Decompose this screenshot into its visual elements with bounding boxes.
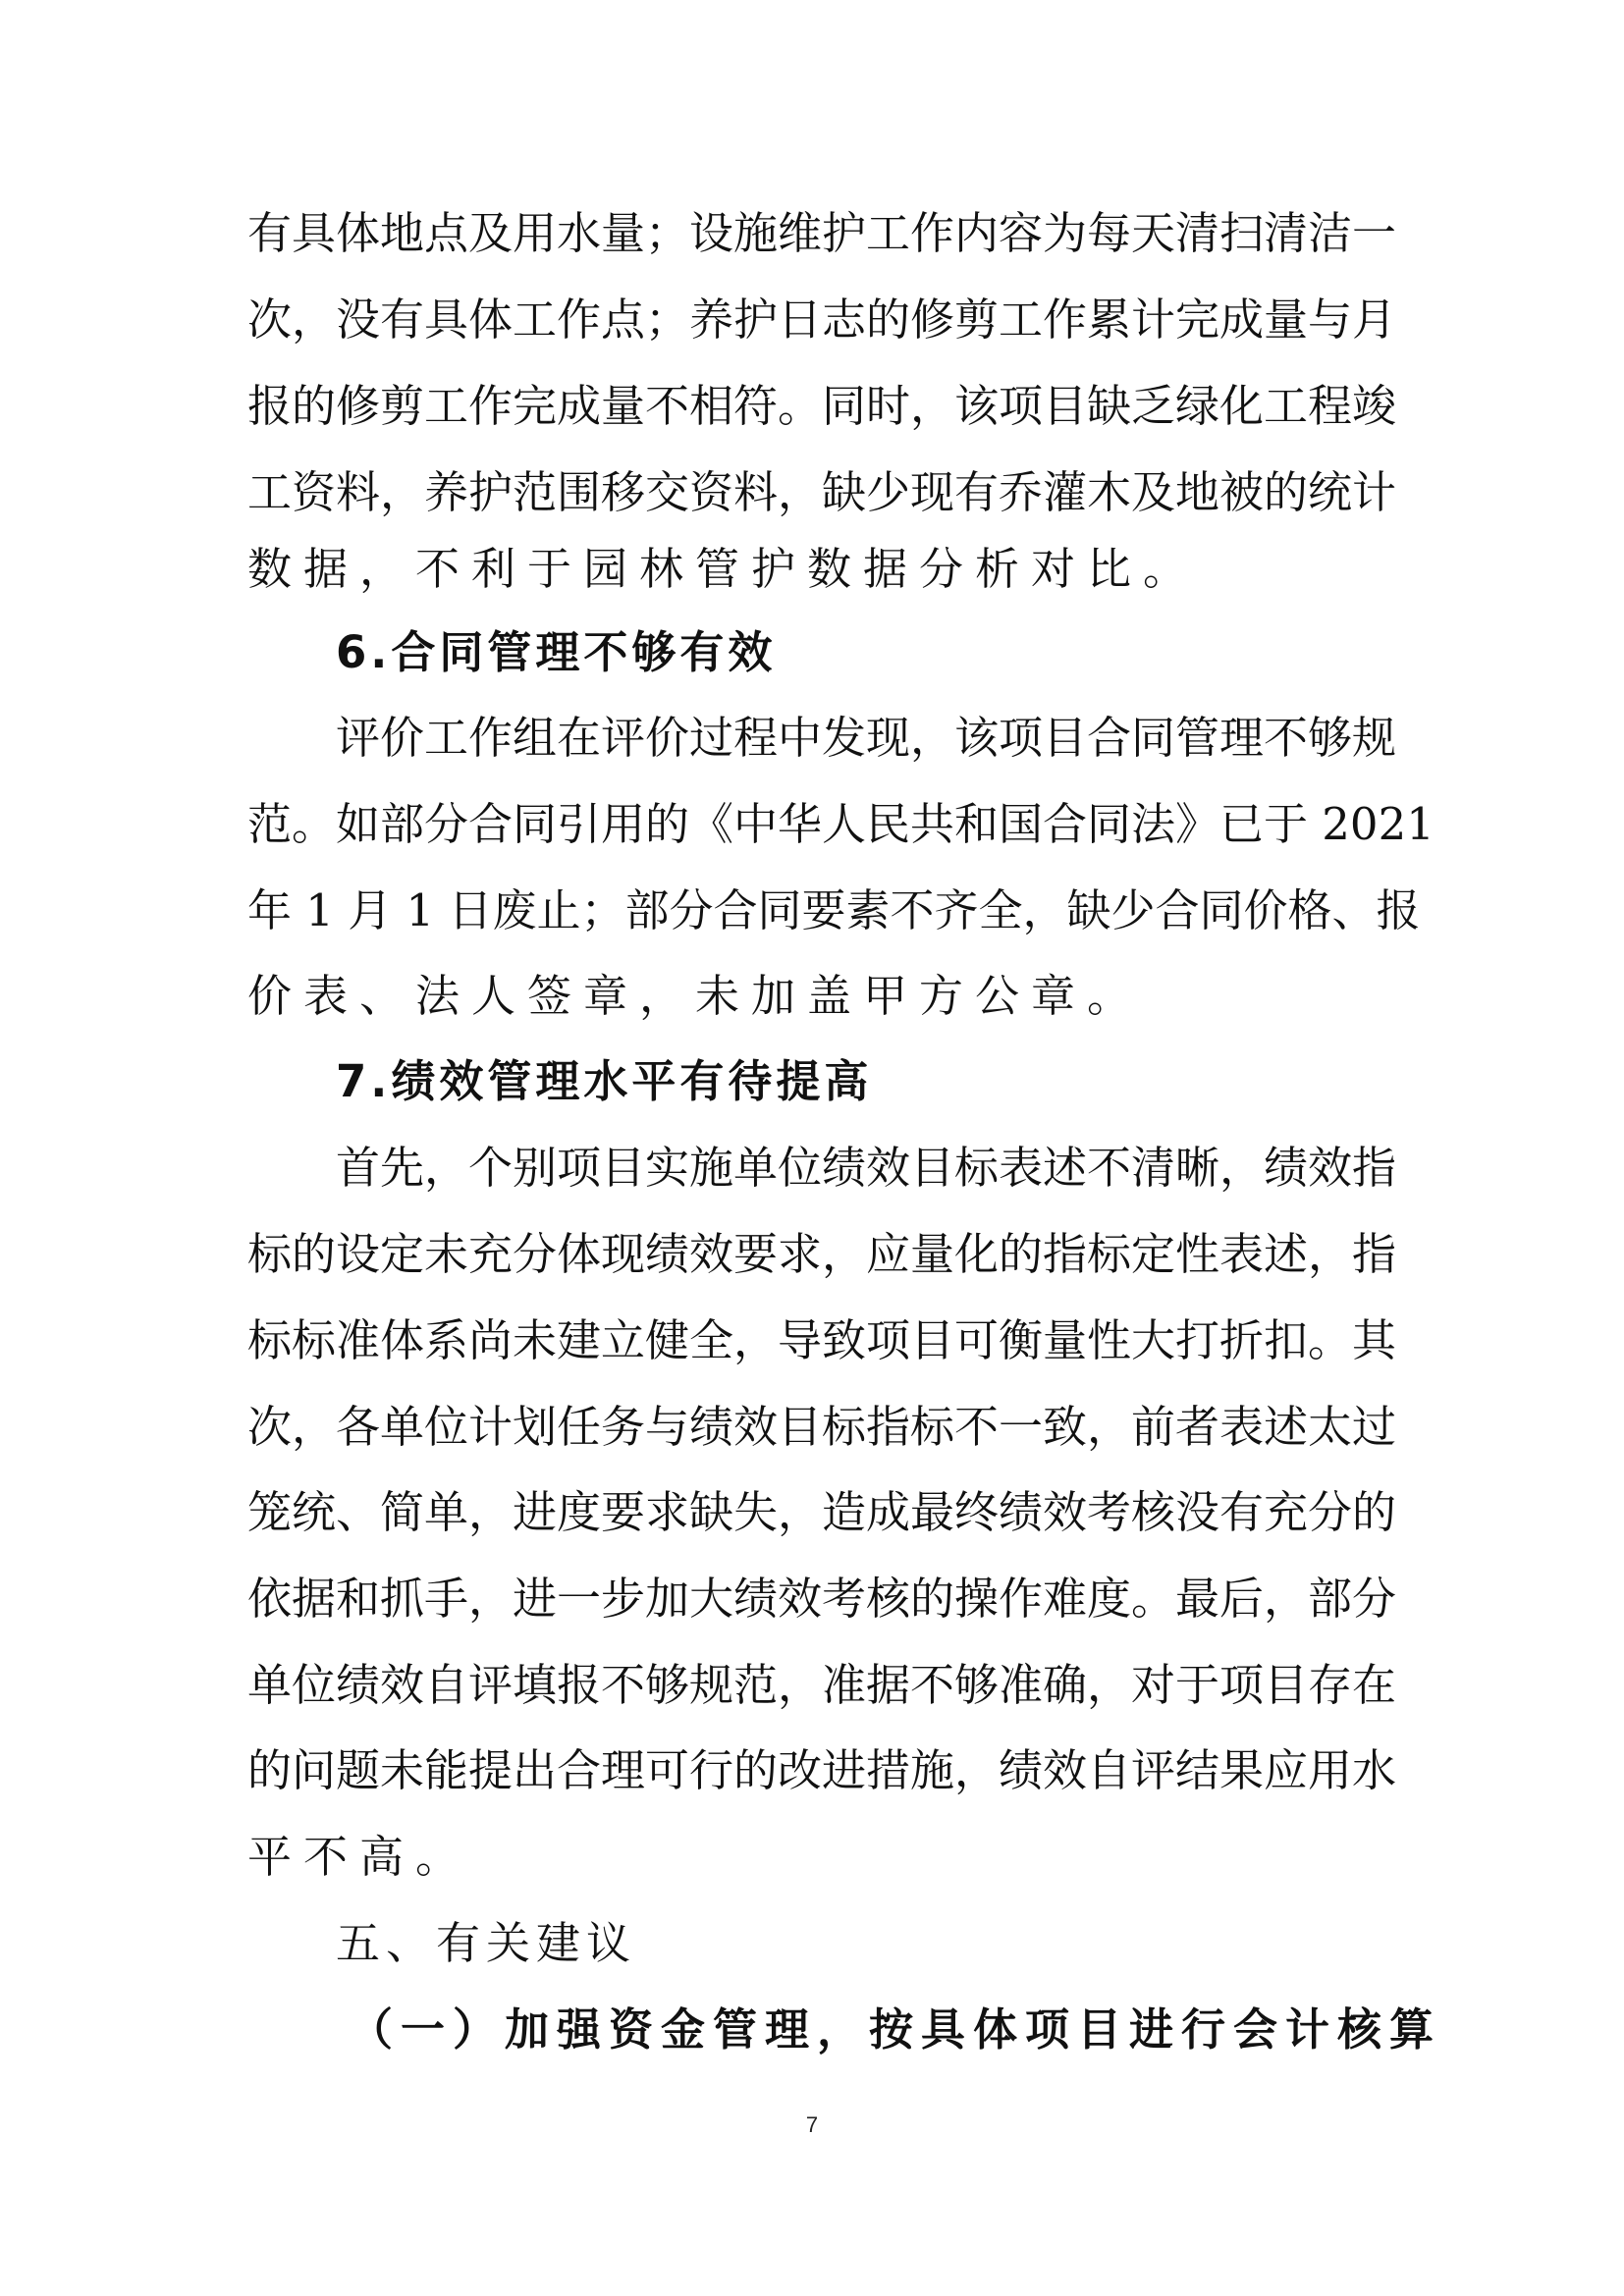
subsection-heading-fund-management: （一）加强资金管理，按具体项目进行会计核算 — [349, 2003, 1442, 2056]
heading-contract-management: 6.合同管理不够有效 — [336, 626, 777, 678]
paragraph-2-line-4: 价表、法人签章，未加盖甲方公章。 — [247, 970, 1144, 1022]
paragraph-2-line-1: 评价工作组在评价过程中发现，该项目合同管理不够规 — [336, 712, 1397, 764]
paragraph-1-line-5: 数据，不利于园林管护数据分析对比。 — [247, 543, 1200, 595]
paragraph-2-line-2: 范。如部分合同引用的《中华人民共和国合同法》已于 2021 — [247, 798, 1435, 850]
paragraph-3-line-2: 标的设定未充分体现绩效要求，应量化的指标定性表述，指 — [247, 1228, 1397, 1280]
paragraph-3-line-1: 首先，个别项目实施单位绩效目标表述不清晰，绩效指 — [336, 1142, 1397, 1194]
paragraph-3-line-7: 单位绩效自评填报不够规范，准据不够准确，对于项目存在 — [247, 1659, 1397, 1711]
paragraph-1-line-1: 有具体地点及用水量；设施维护工作内容为每天清扫清洁一 — [247, 207, 1397, 259]
paragraph-1-line-2: 次，没有具体工作点；养护日志的修剪工作累计完成量与月 — [247, 294, 1397, 346]
paragraph-1-line-3: 报的修剪工作完成量不相符。同时，该项目缺乏绿化工程竣 — [247, 380, 1397, 432]
paragraph-3-line-5: 笼统、简单，进度要求缺失，造成最终绩效考核没有充分的 — [247, 1486, 1397, 1538]
paragraph-3-line-8: 的问题未能提出合理可行的改进措施，绩效自评结果应用水 — [247, 1744, 1397, 1796]
page-number: 7 — [805, 2112, 819, 2137]
paragraph-3-line-6: 依据和抓手，进一步加大绩效考核的操作难度。最后，部分 — [247, 1573, 1397, 1625]
paragraph-3-line-3: 标标准体系尚未建立健全，导致项目可衡量性大打折扣。其 — [247, 1314, 1397, 1366]
section-heading-suggestions: 五、有关建议 — [336, 1917, 637, 1969]
paragraph-3-line-4: 次，各单位计划任务与绩效目标指标不一致，前者表述太过 — [247, 1401, 1397, 1453]
paragraph-2-line-3: 年 1 月 1 日废止；部分合同要素不齐全，缺少合同价格、报 — [247, 884, 1421, 936]
paragraph-1-line-4: 工资料，养护范围移交资料，缺少现有乔灌木及地被的统计 — [247, 466, 1397, 518]
heading-performance-management: 7.绩效管理水平有待提高 — [336, 1055, 873, 1107]
paragraph-3-line-9: 平不高。 — [247, 1831, 472, 1883]
